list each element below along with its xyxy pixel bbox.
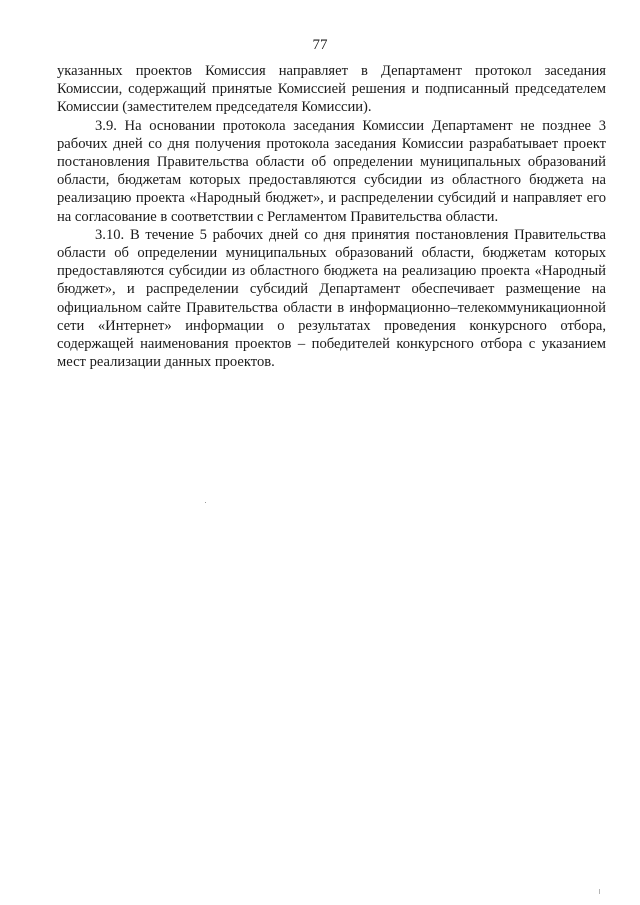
scan-speck xyxy=(205,502,206,503)
scan-speck xyxy=(599,889,600,894)
paragraph-3-9: 3.9. На основании протокола заседания Комиссии Департамент не позднее 3 рабочих дней со дня получения протокола заседания Комиссии разрабатывает проект постановления Правительства области об определении муниципальных образований области, бюджетам которых предоставляются субсидии из областного бюджета на реализацию проекта «Народный бюджет», и распределении субсидий и направляет его на согласование в соответствии с Регламентом Правительства области. xyxy=(57,117,606,225)
paragraph-3-10: 3.10. В течение 5 рабочих дней со дня принятия постановления Правительства области об определении муниципальных образований области, бюджетам которых предоставляются субсидии из областного бюджета на реализацию проекта «Народный бюджет», и распределении субсидий Департамент обеспечивает размещение на официальном сайте Правительства области в информационно–телекоммуникационной сети «Интернет» информации о результатах проведения конкурсного отбора, содержащей наименования проектов – победителей конкурсного отбора с указанием мест реализации данных проектов. xyxy=(57,226,606,371)
paragraph-continuation: указанных проектов Комиссия направляет в Департамент протокол заседания Комиссии, содержащий принятые Комиссией решения и подписанный председателем Комиссии (заместителем председателя Комиссии). xyxy=(57,63,606,116)
page-number: 77 xyxy=(312,37,328,53)
document-body xyxy=(57,62,606,371)
